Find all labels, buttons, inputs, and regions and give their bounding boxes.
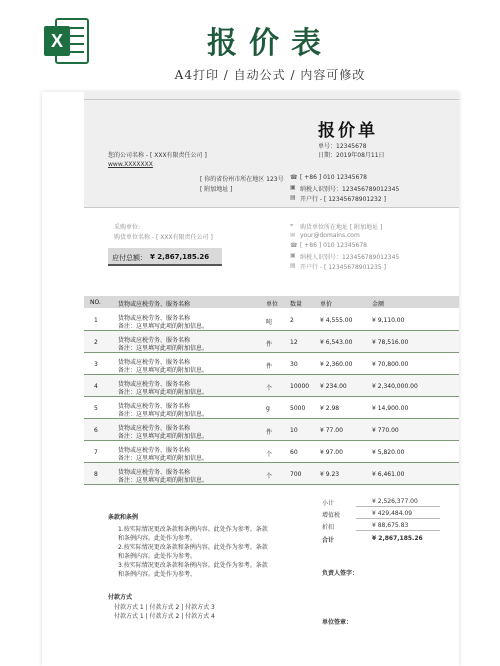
banner-subtitle: A4打印 / 自动公式 / 内容可修改 bbox=[174, 68, 366, 82]
terms-item: 3.按实际情况更改条款和条例内容。此处作为参考。条款 bbox=[118, 562, 268, 569]
buyer-email[interactable]: your@domains.com bbox=[300, 232, 360, 239]
vat-label: 增值税 bbox=[322, 512, 341, 519]
buyer-taxpayer: 纳税人识别号：123456789012345 bbox=[300, 254, 400, 261]
quote-title: 报价单 bbox=[318, 121, 378, 141]
payment-line: 付款方式 1 | 付款方式 2 | 付款方式 3 bbox=[114, 604, 215, 611]
discount-value: ¥ 88,675.83 bbox=[372, 522, 409, 529]
table-row: 2 货物或应税劳务、服务名称 备注：这里填写此项的附加信息。 件 12 ¥ 6,543.00 ¥ 78,516.00 bbox=[84, 331, 459, 353]
buyer-address: 购货单位所在地址 [ 附加地址 ] bbox=[300, 224, 383, 231]
col-amount: 金额 bbox=[372, 301, 385, 308]
buyer-name: 购货单位名称 - [ XXX有限责任公司 ] bbox=[114, 234, 213, 241]
bank-icon: ▤ bbox=[290, 194, 296, 201]
divider bbox=[356, 530, 440, 531]
table-row: 6 货物或应税劳务、服务名称 备注：这里填写此项的附加信息。 件 10 ¥ 77.00 ¥ 770.00 bbox=[84, 419, 459, 441]
vat-value: ¥ 429,484.09 bbox=[372, 510, 413, 517]
phone-icon: ☎ bbox=[290, 174, 298, 181]
subtotal-value: ¥ 2,526,377.00 bbox=[372, 498, 418, 505]
responsible-signature-label: 负责人签字： bbox=[322, 570, 359, 577]
table-row: 5 货物或应税劳务、服务名称 备注：这里填写此项的附加信息。 g 5000 ¥ 2.98 ¥ 14,900.00 bbox=[84, 397, 459, 419]
total-value: ¥ 2,867,185.26 bbox=[372, 535, 423, 542]
col-qty: 数量 bbox=[290, 301, 303, 308]
buyer-label: 采购单位: bbox=[114, 224, 141, 231]
quote-date: 日期：2019年08月11日 bbox=[318, 152, 385, 159]
discount-label: 折扣 bbox=[322, 524, 335, 531]
table-header bbox=[84, 296, 459, 308]
company-taxpayer: 纳税人识别号：123456789012345 bbox=[300, 186, 400, 193]
subtotal-label: 小计 bbox=[322, 500, 335, 507]
total-due-label: 应付总额： bbox=[112, 254, 147, 262]
banner bbox=[0, 0, 500, 92]
col-unit: 单位 bbox=[266, 301, 279, 308]
table-row: 8 货物或应税劳务、服务名称 备注：这里填写此项的附加信息。 个 700 ¥ 9.23 ¥ 6,461.00 bbox=[84, 463, 459, 485]
phone-icon: ☎ bbox=[290, 242, 298, 249]
divider bbox=[356, 518, 440, 519]
payment-title: 付款方式 bbox=[108, 594, 133, 601]
table-row: 7 货物或应税劳务、服务名称 备注：这里填写此项的附加信息。 个 60 ¥ 97.00 ¥ 5,820.00 bbox=[84, 441, 459, 463]
banner-title: 报价表 bbox=[207, 26, 333, 61]
id-icon: ▣ bbox=[290, 252, 296, 259]
terms-title: 条款和条例 bbox=[108, 514, 139, 521]
location-icon: ⌖ bbox=[290, 222, 294, 229]
col-price: 单价 bbox=[320, 301, 333, 308]
buyer-phone: [ +86 ] 010 12345678 bbox=[300, 242, 367, 249]
excel-icon-letter: X bbox=[50, 31, 64, 51]
id-icon: ▣ bbox=[290, 184, 296, 191]
company-bank: 开户行 - [ 12345678901232 ] bbox=[300, 196, 386, 203]
company-name: 您的公司名称 - [ XXX有限责任公司 ] bbox=[108, 152, 207, 159]
bank-icon: ▤ bbox=[290, 262, 296, 269]
divider bbox=[356, 506, 440, 507]
buyer-bank: 开户行 - [ 12345678901235 ] bbox=[300, 264, 386, 271]
company-phone: [ +86 ] 010 12345678 bbox=[300, 174, 367, 181]
table-row: 3 货物或应税劳务、服务名称 备注：这里填写此项的附加信息。 件 30 ¥ 2,360.00 ¥ 70,800.00 bbox=[84, 353, 459, 375]
table-row: 1 货物或应税劳务、服务名称 备注：这里填写此项的附加信息。 吨 2 ¥ 4,555.00 ¥ 9,110.00 bbox=[84, 309, 459, 331]
terms-item: 2.按实际情况更改条款和条例内容。此处作为参考。条款 bbox=[118, 544, 268, 551]
table-row: 4 货物或应税劳务、服务名称 备注：这里填写此项的附加信息。 个 10000 ¥ 234.00 ¥ 2,340,000.00 bbox=[84, 375, 459, 397]
company-address2: [ 附加地址 ] bbox=[200, 186, 233, 193]
header-band bbox=[84, 92, 459, 100]
unit-seal-label: 单位签章： bbox=[322, 619, 353, 626]
terms-item: 和条例内容。此处作为参考。 bbox=[118, 535, 197, 542]
excel-icon bbox=[42, 16, 90, 66]
col-name: 货物或应税劳务、服务名称 bbox=[118, 301, 191, 308]
total-due-box bbox=[108, 248, 222, 266]
col-no: NO. bbox=[90, 299, 101, 306]
quote-number: 单号：12345678 bbox=[318, 143, 367, 150]
company-website[interactable]: www.XXXXXXX bbox=[108, 161, 153, 168]
company-address: [ 你的省份州市所在地区 123号 bbox=[200, 176, 284, 183]
email-icon: ✉ bbox=[290, 232, 296, 239]
terms-item: 和条例内容。此处作为参考。 bbox=[118, 553, 197, 560]
payment-line: 付款方式 1 | 付款方式 2 | 付款方式 4 bbox=[114, 613, 215, 620]
terms-item: 1.按实际情况更改条款和条例内容。此处作为参考。条款 bbox=[118, 526, 268, 533]
total-due-value: ¥ 2,867,185.26 bbox=[150, 253, 210, 261]
terms-item: 和条例内容。此处作为参考。 bbox=[118, 571, 197, 578]
quote-sheet bbox=[42, 92, 459, 666]
total-label: 合计 bbox=[322, 537, 335, 544]
